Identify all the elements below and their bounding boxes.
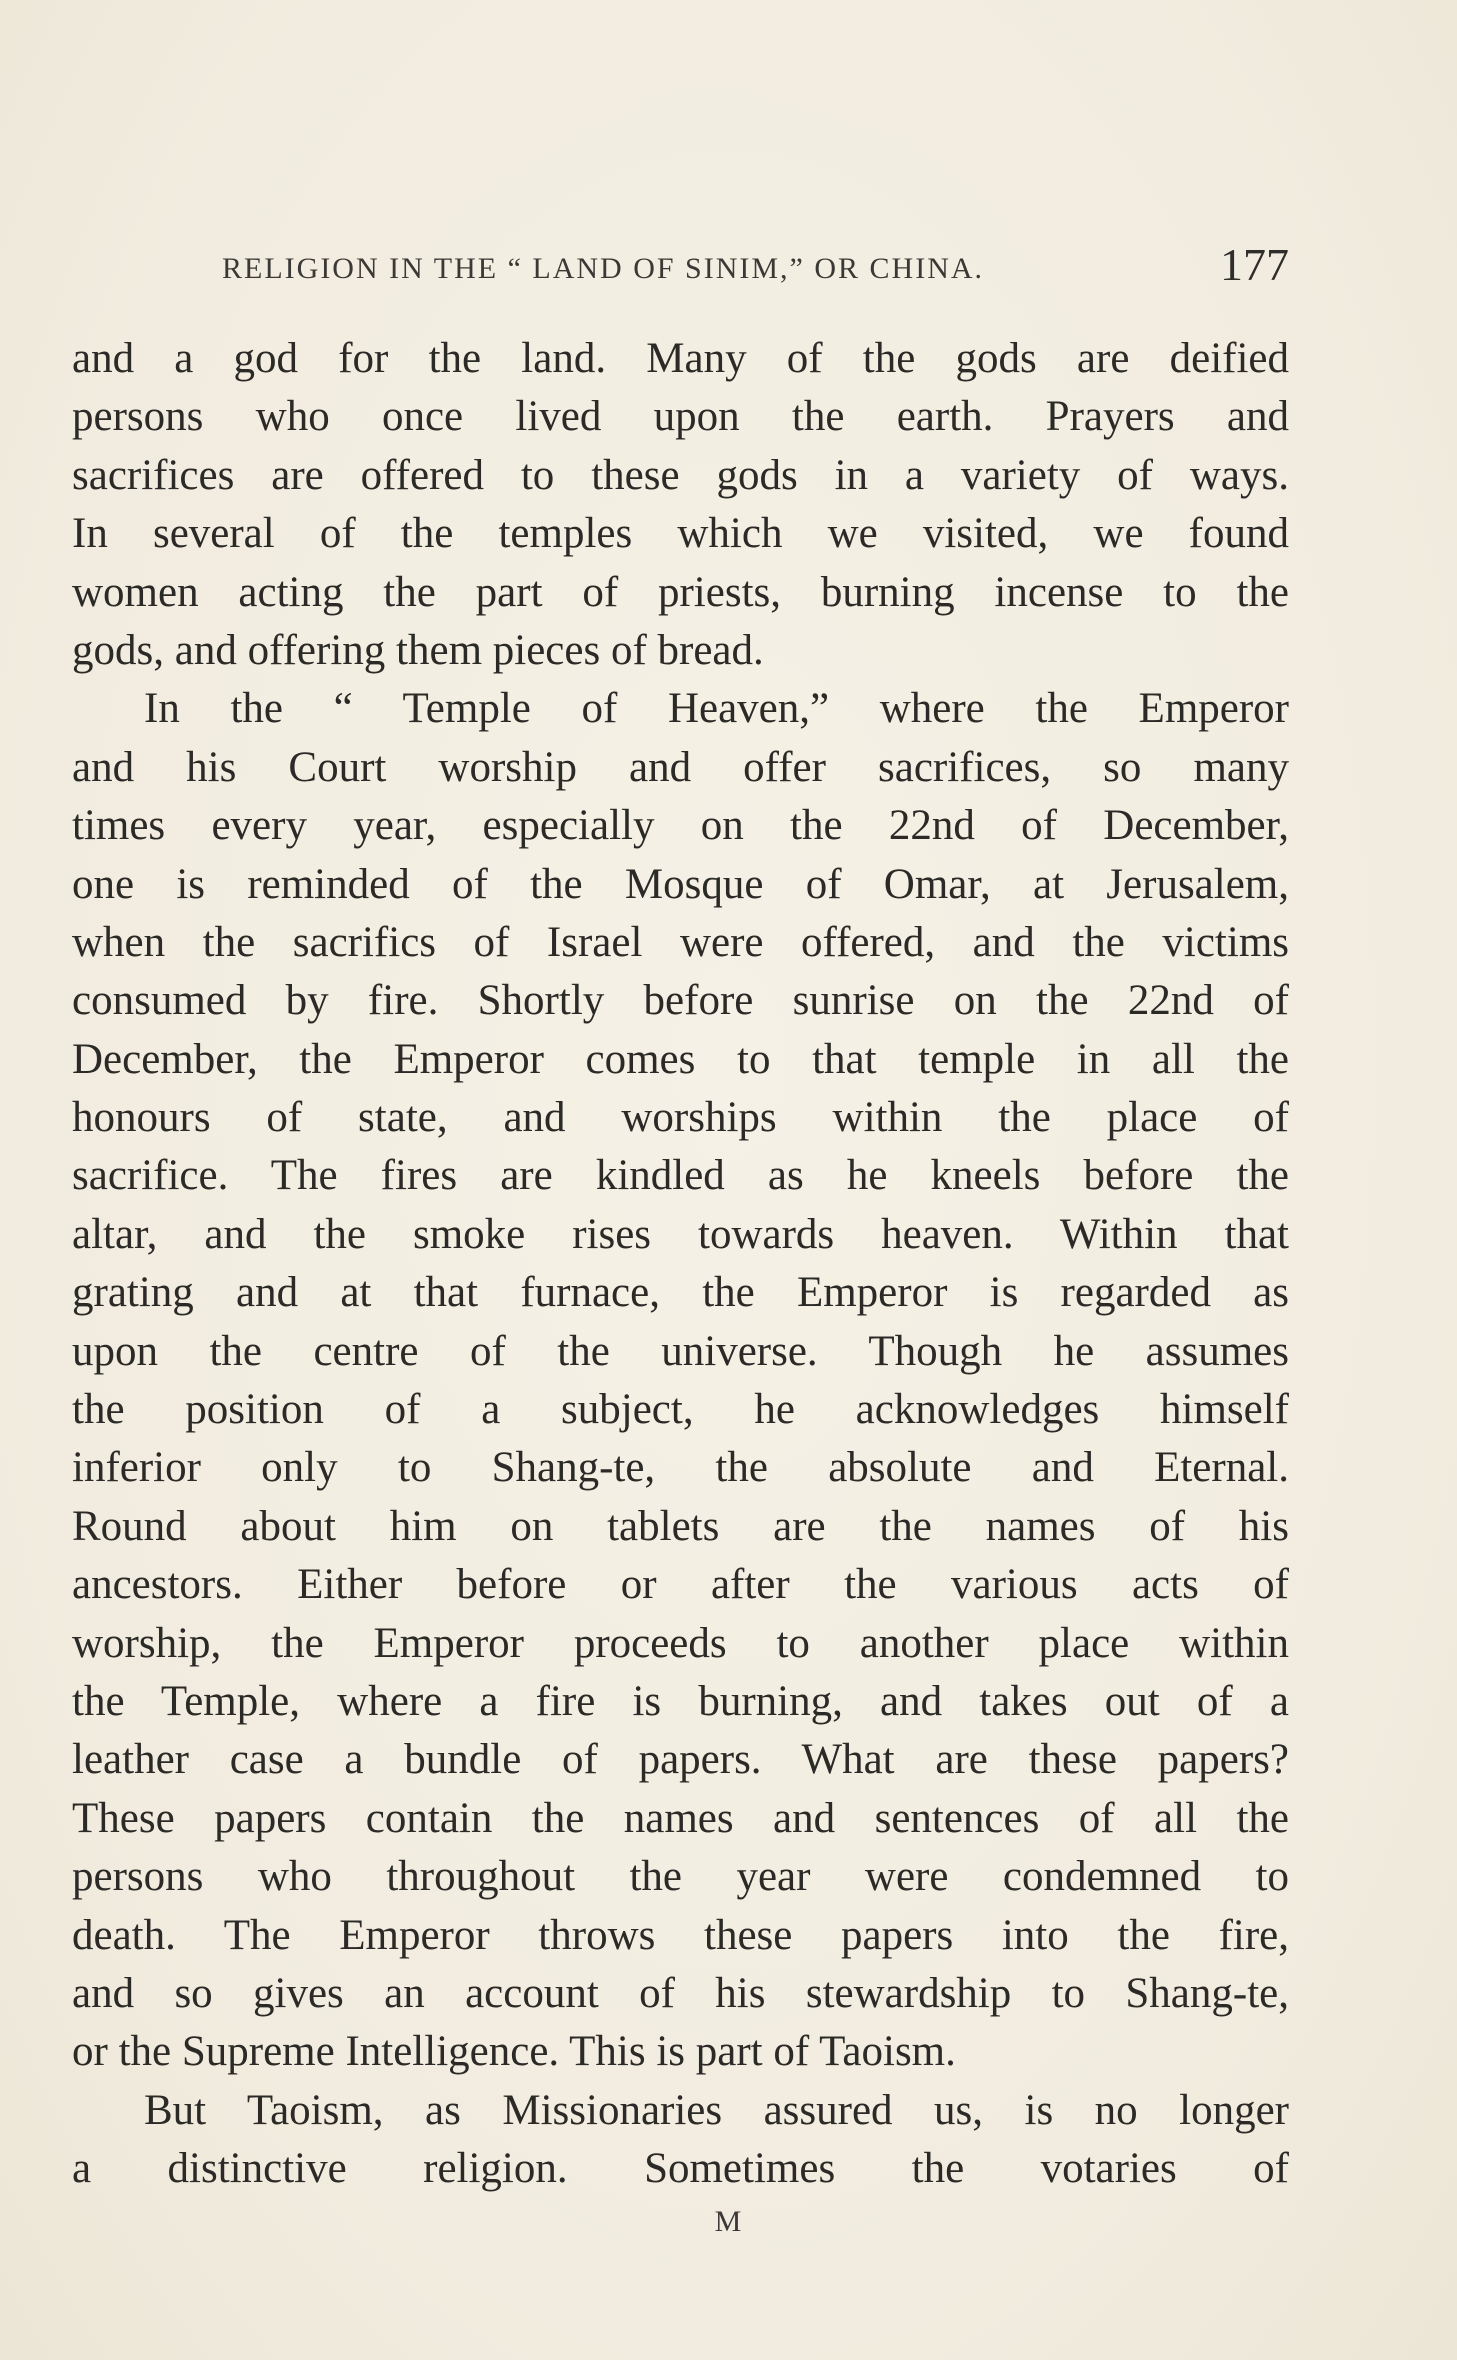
text-line: and his Court worship and offer sacrifices, so many: [72, 743, 1289, 791]
paragraph-start-line: In the “ Temple of Heaven,” where the Emperor: [144, 685, 1289, 733]
text-line: altar, and the smoke rises towards heaven. Within that: [72, 1210, 1289, 1258]
text-line: upon the centre of the universe. Though he assumes: [72, 1327, 1289, 1375]
text-line: and so gives an account of his stewardship to Shang-te,: [72, 1969, 1289, 2017]
signature-mark: M: [714, 2205, 743, 2238]
text-line: the position of a subject, he acknowledges himself: [72, 1386, 1289, 1434]
text-line: or the Supreme Intelligence. This is part of Taoism.: [72, 2028, 956, 2076]
text-line: consumed by fire. Shortly before sunrise on the 22nd of: [72, 977, 1289, 1025]
text-line: women acting the part of priests, burning incense to the: [72, 568, 1289, 616]
text-line: times every year, especially on the 22nd of December,: [72, 802, 1289, 850]
text-line: Round about him on tablets are the names of his: [72, 1502, 1289, 1550]
text-line: persons who throughout the year were condemned to: [72, 1853, 1289, 1901]
text-line: honours of state, and worships within the place of: [72, 1094, 1289, 1142]
text-line: and a god for the land. Many of the gods are deified: [72, 335, 1289, 382]
text-line: These papers contain the names and sentences of all the: [72, 1794, 1289, 1842]
text-line: ancestors. Either before or after the various acts of: [72, 1561, 1289, 1609]
text-line: death. The Emperor throws these papers into the fire,: [72, 1911, 1289, 1959]
page-header: [72, 238, 1289, 298]
body-text: [72, 330, 1289, 2199]
running-title: RELIGION IN THE “ LAND OF SINIM,” OR CHINA.: [222, 252, 985, 285]
text-line: leather case a bundle of papers. What are these papers?: [72, 1736, 1289, 1784]
text-line: sacrifice. The fires are kindled as he kneels before the: [72, 1152, 1289, 1200]
text-line: persons who once lived upon the earth. Prayers and: [72, 393, 1289, 441]
text-line: the Temple, where a fire is burning, and takes out of a: [72, 1677, 1289, 1725]
text-line: sacrifices are offered to these gods in a variety of ways.: [72, 451, 1289, 499]
text-line: a distinctive religion. Sometimes the votaries of: [72, 2145, 1289, 2193]
text-line: grating and at that furnace, the Emperor is regarded as: [72, 1269, 1289, 1317]
text-line: gods, and offering them pieces of bread.: [72, 626, 764, 674]
page-number: 177: [1220, 239, 1289, 290]
text-line: when the sacrifics of Israel were offered, and the victims: [72, 918, 1289, 966]
text-line: In several of the temples which we visited, we found: [72, 510, 1289, 558]
paragraph-start-line: But Taoism, as Missionaries assured us, is no longer: [144, 2086, 1289, 2134]
text-line: inferior only to Shang-te, the absolute and Eternal.: [72, 1444, 1289, 1492]
text-line: one is reminded of the Mosque of Omar, at Jerusalem,: [72, 860, 1289, 908]
text-line: worship, the Emperor proceeds to another place within: [72, 1619, 1289, 1667]
text-line: December, the Emperor comes to that temple in all the: [72, 1035, 1289, 1083]
